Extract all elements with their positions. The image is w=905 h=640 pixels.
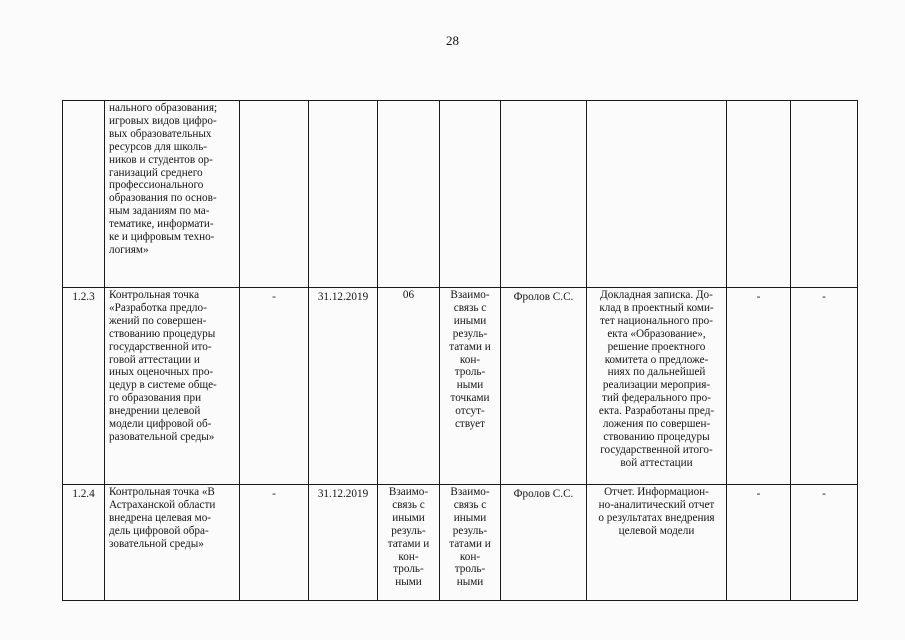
cell-dependencies [440,101,501,288]
cell-mark-2: - [791,485,858,601]
cell-description: нального образования; игровых видов цифро- вых образовательных ресурсов для школь- ников и студентов ор- ганизаций среднего профессионального образования по основ- ным заданиям по ма- тематике, информати- ке и цифровым техно- логиям» [105,101,240,288]
table-row [63,485,858,601]
cell-mark-1 [727,101,791,288]
cell-responsible [501,101,587,288]
cell-responsible: Фролов С.С. [501,288,587,485]
cell-dependencies: Взаимо- связь с иными резуль- татами и кон- троль- ными [440,485,501,601]
cell-start [240,101,309,288]
cell-end-date: 31.12.2019 [309,288,378,485]
cell-number: 1.2.3 [63,288,105,485]
cell-number: 1.2.4 [63,485,105,601]
table-row [63,101,858,288]
cell-responsible: Фролов С.С. [501,485,587,601]
cell-end-date [309,101,378,288]
cell-mark-1: - [727,288,791,485]
cell-description: Контрольная точка «В Астраханской области внедрена целевая мо- дель цифровой обра- зовательной среды» [105,485,240,601]
page-number: 28 [446,33,459,48]
cell-end-date: 31.12.2019 [309,485,378,601]
cell-mark-2: - [791,288,858,485]
cell-start: - [240,288,309,485]
plan-table [62,100,858,601]
cell-result: Отчет. Информацион- но-аналитический отчет о результатах внедрения целевой модели [587,485,727,601]
cell-result [587,101,727,288]
cell-description: Контрольная точка «Разработка предло- жений по совершен- ствованию процедуры государственной ито- говой аттестации и иных оценочных про- цедур в системе обще- го образования при внедрении целевой модели цифровой об- разовательной среды» [105,288,240,485]
cell-mark-2 [791,101,858,288]
cell-code: 06 [378,288,440,485]
cell-code [378,101,440,288]
cell-result: Докладная записка. До- клад в проектный коми- тет национального про- екта «Образование», решение проектного комитета о предложе- ниях по дальнейшей реализации мероприя- тий федерального про- екта. Разработаны пред- ложения по совершен- ствованию процедуры государственной итого- вой аттестации [587,288,727,485]
table-row [63,288,858,485]
cell-number [63,101,105,288]
cell-dependencies: Взаимо- связь с иными резуль- татами и кон- троль- ными точками отсут- ствует [440,288,501,485]
cell-start: - [240,485,309,601]
cell-code: Взаимо- связь с иными резуль- татами и кон- троль- ными [378,485,440,601]
cell-mark-1: - [727,485,791,601]
